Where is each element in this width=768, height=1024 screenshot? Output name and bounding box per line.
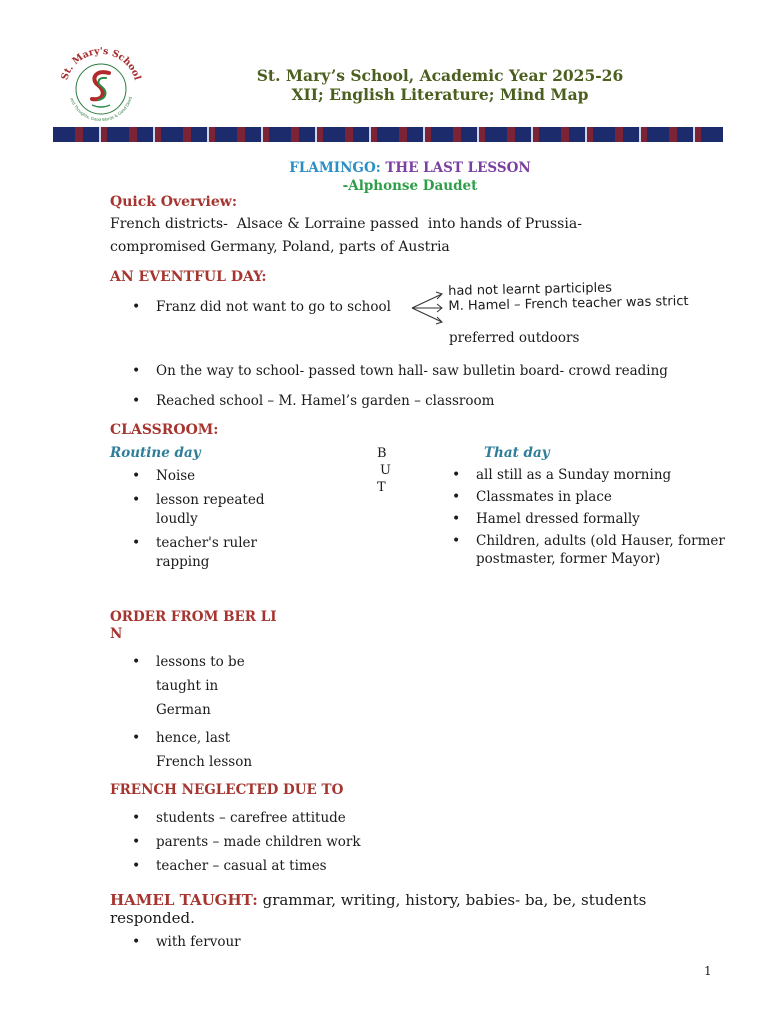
eventful-heading: AN EVENTFUL DAY: <box>110 269 267 285</box>
neglected-item-text: parents – made children work <box>156 834 361 850</box>
routine-item <box>132 534 282 572</box>
thatday-item <box>452 532 727 568</box>
hamel-paragraph <box>110 891 710 927</box>
overview-line-2: compromised Germany, Poland, parts of Austria <box>110 239 450 255</box>
page-number: 1 <box>704 964 712 978</box>
chapter-title <box>230 159 590 177</box>
branch-strict-teacher: M. Hamel – French teacher was strict <box>448 293 689 314</box>
branch-arrows-icon <box>410 290 444 326</box>
order-item-text: hence, last French lesson <box>156 730 253 770</box>
logo-seal-icon <box>52 45 150 127</box>
routine-heading: Routine day <box>110 445 201 461</box>
classroom-heading: CLASSROOM: <box>110 422 219 438</box>
routine-item-text: Noise <box>156 468 196 484</box>
hamel-item <box>132 934 332 950</box>
branch-outdoors: preferred outdoors <box>449 330 580 346</box>
branch-participles: had not learnt participles <box>448 280 613 299</box>
neglected-heading: FRENCH NEGLECTED DUE TO <box>110 782 344 798</box>
eventful-item-reached-school-text: Reached school – M. Hamel’s garden – classroom <box>156 393 495 409</box>
header-subject: XII; English Literature; Mind Map <box>291 85 589 104</box>
chapter-book: FLAMINGO: <box>289 160 386 176</box>
overview-heading: Quick Overview: <box>110 194 237 210</box>
order-heading-cont: N <box>110 626 123 642</box>
eventful-item-town-hall-text: On the way to school- passed town hall- saw bulletin board- crowd reading <box>156 363 668 379</box>
thatday-item-text: all still as a Sunday morning <box>476 467 672 483</box>
thatday-item-text: Hamel dressed formally <box>476 511 640 527</box>
eventful-item-town-hall <box>132 361 712 381</box>
thatday-item <box>452 510 727 528</box>
neglected-item-text: students – carefree attitude <box>156 810 346 826</box>
hamel-text: grammar, writing, history, babies- ba, be, students responded. <box>110 891 647 927</box>
neglected-item <box>132 830 432 854</box>
thatday-item-text: Classmates in place <box>476 489 612 505</box>
order-item-text: lessons to be taught in German <box>156 654 245 718</box>
eventful-item-franz-text: Franz did not want to go to school <box>156 299 391 315</box>
overview-line-1: French districts- Alsace & Lorraine passed into hands of Prussia- <box>110 216 582 232</box>
thatday-heading: That day <box>484 445 550 461</box>
hamel-item-text: with fervour <box>156 934 241 950</box>
but-letter: U <box>380 463 391 478</box>
neglected-item-text: teacher – casual at times <box>156 858 327 874</box>
thatday-item <box>452 466 727 484</box>
order-item <box>132 650 262 722</box>
routine-item-text: lesson repeated loudly <box>156 492 265 527</box>
routine-item <box>132 467 282 486</box>
chapter-name: THE LAST LESSON <box>385 160 531 176</box>
svg-text:Good Thoughts, Good Words & Go: ood Thoughts, Good Words & Good Deed <box>69 96 133 123</box>
neglected-item <box>132 806 432 830</box>
eventful-item-reached-school <box>132 391 712 411</box>
order-item <box>132 726 262 774</box>
svg-text:St. Mary's School: St. Mary's School <box>59 45 143 82</box>
eventful-item-franz <box>132 299 432 315</box>
hamel-heading: HAMEL TAUGHT: <box>110 891 258 909</box>
header-school-year: St. Mary’s School, Academic Year 2025-26 <box>256 66 624 85</box>
chapter-author: -Alphonse Daudet <box>342 178 478 194</box>
order-heading: ORDER FROM BER LI <box>110 609 277 625</box>
routine-item <box>132 491 282 529</box>
thatday-item-text: Children, adults (old Hauser, former postmaster, former Mayor) <box>476 533 725 567</box>
header-divider-stripe <box>53 127 723 142</box>
but-letter: T <box>377 480 386 495</box>
routine-item-text: teacher's ruler rapping <box>156 535 257 570</box>
neglected-item <box>132 854 432 878</box>
school-logo <box>52 45 150 127</box>
thatday-item <box>452 488 727 506</box>
but-letter: B <box>377 446 387 461</box>
